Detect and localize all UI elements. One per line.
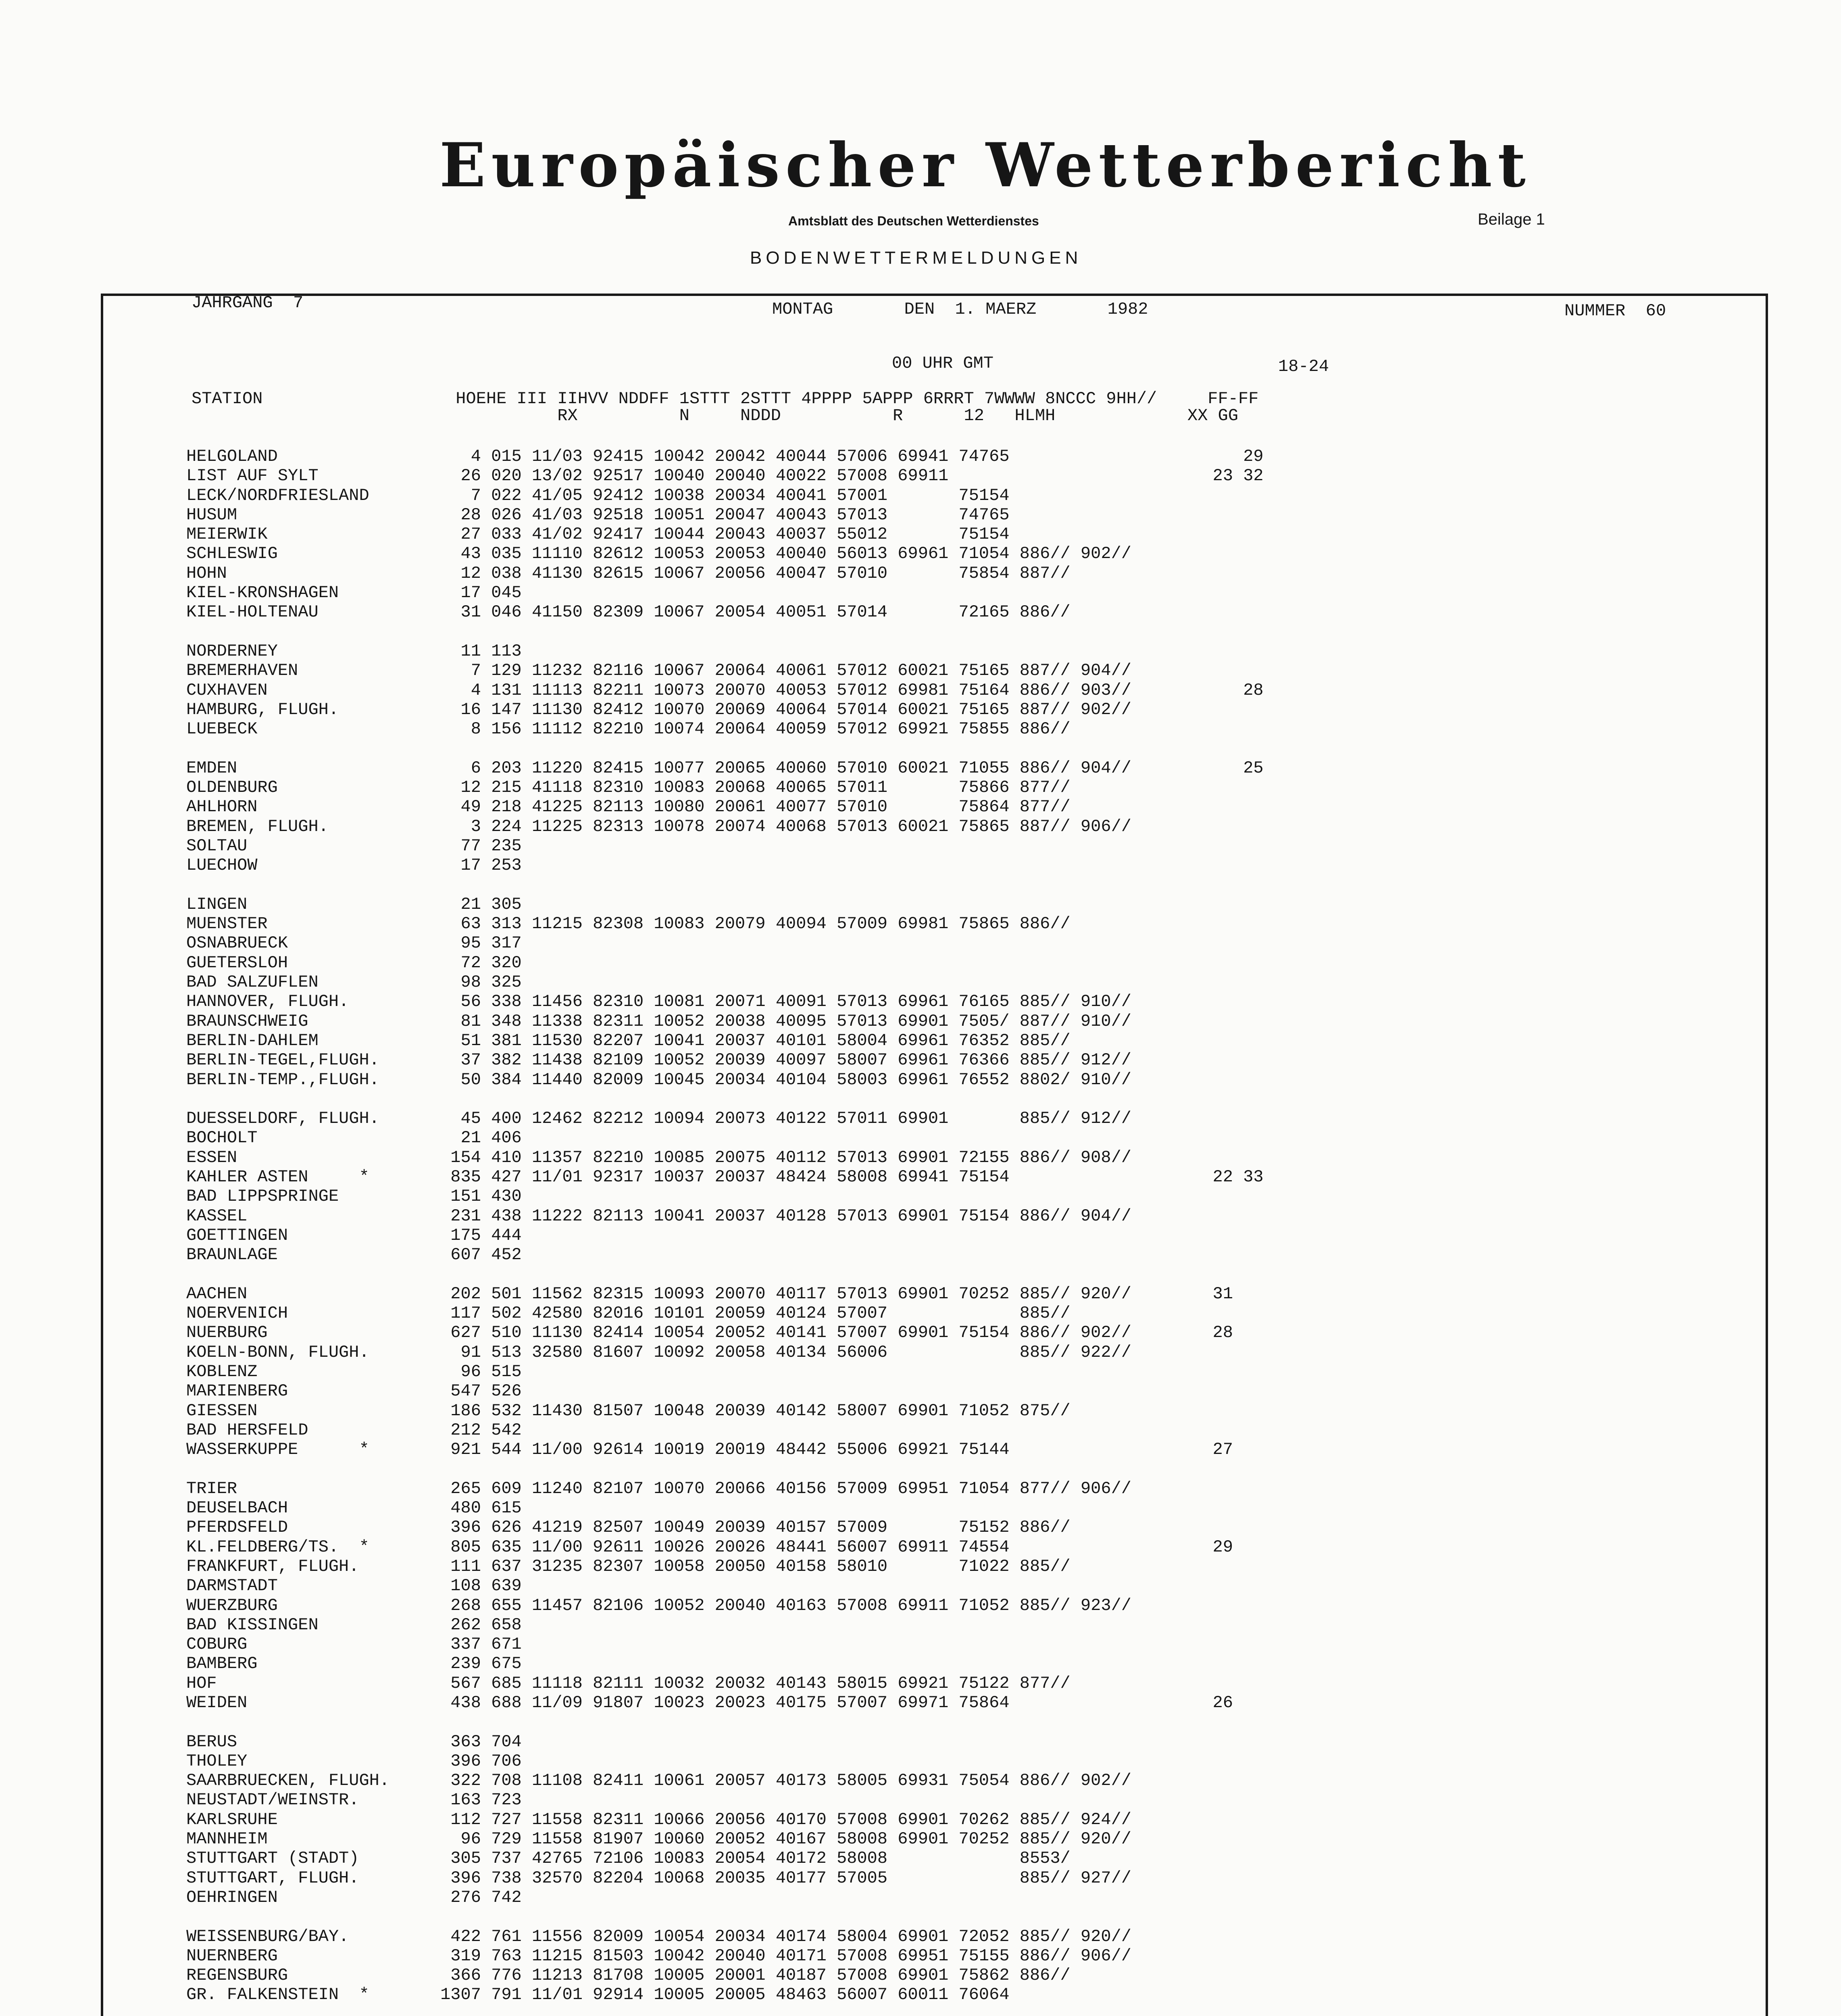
supplement-label: Beilage 1 [1478,210,1545,228]
volume-label: JAHRGANG 7 [192,293,304,312]
issue-number: NUMMER 60 [1564,301,1666,321]
masthead-title: Europäischer Wetterbericht [439,130,1531,201]
section-title: BODENWETTERMELDUNGEN [750,248,1082,268]
station-table: HELGOLAND 4 015 11/03 92415 10042 20042 40044 57006 69941 74765 29 LIST AUF SYLT 26 020 13/02 92517 10040 20040 40022 57008 69911 23 32 LECK/NORDFRIESLAND 7 022 41/05 92412 10038 20034 40041 57001 75154 HUSUM 28 026 41/03 92518 10051 20047 40043 57013 74765 MEIERWIK 27 033 41/02 92417 10044 20043 40037 55012 75154 SCHLESWIG 43 035 11110 82612 10053 20053 40040 56013 69961 71054 886// 902// HOHN 12 038 41130 82615 10067 20056 40047 57010 75854 887// KIEL-KRONSHAGEN 17 045 KIEL-HOLTENAU 31 046 41150 82309 10067 20054 40051 57014 72165 886// NORDERNEY 11 113 BREMERHAVEN 7 129 11232 82116 10067 20064 40061 57012 60021 75165 887// 904// CUXHAVEN 4 131 11113 82211 10073 20070 40053 57012 69981 75164 886// 903// 28 HAMBURG, FLUGH. 16 147 11130 82412 10070 20069 40064 57014 60021 75165 887// 902// LUEBECK 8 156 11112 82210 10074 20064 40059 57012 69921 75855 886// EMDEN 6 203 11220 82415 10077 20065 40060 57010 60021 71055 886// 904// 25 OLDENBURG 12 215 41118 82310 10083 20068 40065 57011 75866 877// AHLHORN 49 218 41225 82113 10080 20061 40077 57010 75864 877// BREMEN, FLUGH. 3 224 11225 82313 10078 20074 40068 57013 60021 75865 887// 906// SOLTAU 77 235 LUECHOW 17 253 LINGEN 21 305 MUENSTER 63 313 11215 82308 10083 20079 40094 57009 69981 75865 886// OSNABRUECK 95 317 GUETERSLOH 72 320 BAD SALZUFLEN 98 325 HANNOVER, FLUGH. 56 338 11456 82310 10081 20071 40091 57013 69961 76165 885// 910// BRAUNSCHWEIG 81 348 11338 82311 10052 20038 40095 57013 69901 7505/ 887// 910// BERLIN-DAHLEM 51 381 11530 82207 10041 20037 40101 58004 69961 76352 885// BERLIN-TEGEL,FLUGH. 37 382 11438 82109 10052 20039 40097 58007 69961 76366 885// 912// BERLIN-TEMP.,FLUGH. 50 384 11440 82009 10045 20034 40104 58003 69961 76552 8802/ 910// DUESSELDORF, FLUGH. 45 400 12462 82212 10094 20073 40122 57011 69901 885// 912// BOCHOLT 21 406 ESSEN 154 410 11357 82210 10085 20075 40112 57013 69901 72155 886// 908// KAHLER ASTEN * 835 427 11/01 92317 10037 20037 48424 58008 69941 75154 22 33 BAD LIPPSPRINGE 151 430 KASSEL 231 438 11222 82113 10041 20037 40128 57013 69901 75154 886// 904// GOETTINGEN 175 444 BRAUNLAGE 607 452 AACHEN 202 501 11562 82315 10093 20070 40117 57013 69901 70252 885// 920// 31 NOERVENICH 117 502 42580 82016 10101 20059 40124 57007 885// NUERBURG 627 510 11130 82414 10054 20052 40141 57007 69901 75154 886// 902// 28 KOELN-BONN, FLUGH. 91 513 32580 81607 10092 20058 40134 56006 885// 922// KOBLENZ 96 515 MARIENBERG 547 526 GIESSEN 186 532 11430 81507 10048 20039 40142 58007 69901 71052 875// BAD HERSFELD 212 542 WASSERKUPPE * 921 544 11/00 92614 10019 20019 48442 55006 69921 75144 27 TRIER 265 609 11240 82107 10070 20066 40156 57009 69951 71054 877// 906// DEUSELBACH 480 615 PFERDSFELD 396 626 41219 82507 10049 20039 40157 57009 75152 886// KL.FELDBERG/TS. * 805 635 11/00 92611 10026 20026 48441 56007 69911 74554 29 FRANKFURT, FLUGH. 111 637 31235 82307 10058 20050 40158 58010 71022 885// DARMSTADT 108 639 WUERZBURG 268 655 11457 82106 10052 20040 40163 57008 69911 71052 885// 923// BAD KISSINGEN 262 658 COBURG 337 671 BAMBERG 239 675 HOF 567 685 11118 82111 10032 20032 40143 58015 69921 75122 877// WEIDEN 438 688 11/09 91807 10023 20023 40175 57007 69971 75864 26 BERUS 363 704 THOLEY 396 706 SAARBRUECKEN, FLUGH. 322 708 11108 82411 10061 20057 40173 58005 69931 75054 886// 902// NEUSTADT/WEINSTR. 163 723 KARLSRUHE 112 727 11558 82311 10066 20056 40170 57008 69901 70262 885// 924// MANNHEIM 96 729 11558 81907 10060 20052 40167 58008 69901 70252 885// 920// STUTTGART (STADT) 305 737 42765 72106 10083 20054 40172 58008 8553/ STUTTGART, FLUGH. 396 738 32570 82204 10068 20035 40177 57005 885// 927// OEHRINGEN 276 742 WEISSENBURG/BAY. 422 761 11556 82009 10054 20034 40174 58004 69901 72052 885// 920// NUERNBERG 319 763 11215 81503 10042 20040 40171 57008 69951 75155 886// 906// REGENSBURG 366 776 11213 81708 10005 20001 40187 57008 69901 75862 886// GR. FALKENSTEIN * 1307 791 11/01 92914 10005 20005 48463 56007 60011 76064 [186,447,1264,2005]
date-line: MONTAG DEN 1. MAERZ 1982 [772,300,1148,319]
column-headers: STATION HOEHE III IIHVV NDDFF 1STTT 2STTT 4PPPP 5APPP 6RRRT 7WWWW 8NCCC 9HH// FF-FF RX N NDDD R 12 HLMH XX GG [192,389,1259,425]
extra-column-header: 18-24 [1278,357,1329,376]
masthead-subtitle: Amtsblatt des Deutschen Wetterdienstes [788,214,1039,228]
observation-time: 00 UHR GMT [892,354,994,373]
